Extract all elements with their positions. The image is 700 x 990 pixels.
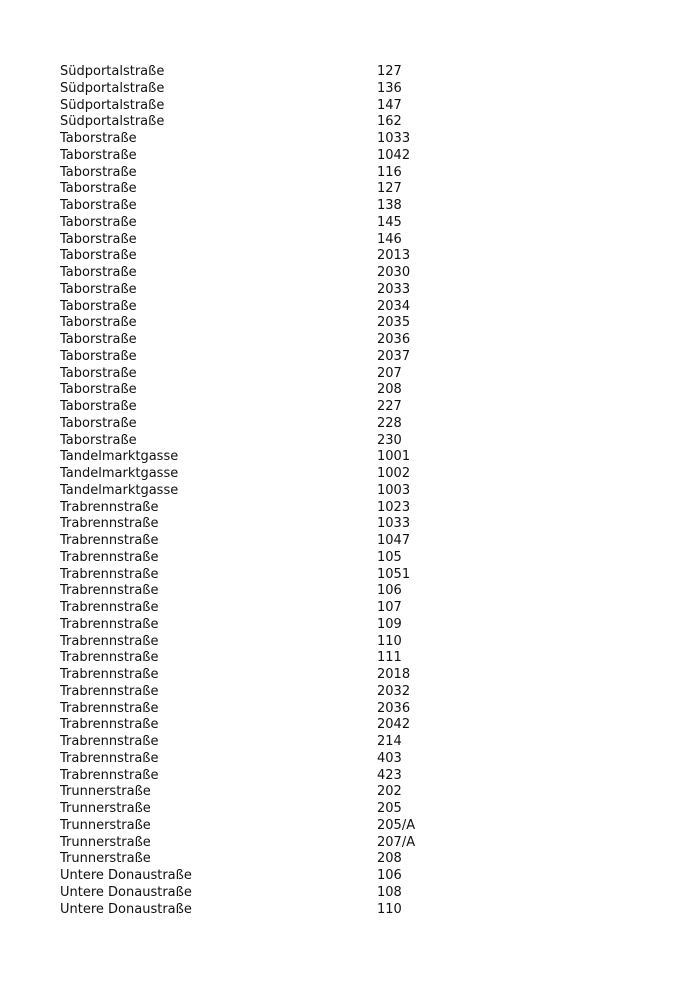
house-number-cell: 136 <box>377 80 402 96</box>
table-row <box>60 500 660 517</box>
street-name-cell: Trunnerstraße <box>60 851 151 867</box>
house-number-cell: 2042 <box>377 717 411 733</box>
house-number-cell: 207/A <box>377 834 416 850</box>
table-row <box>60 667 660 684</box>
house-number-cell: 1023 <box>377 499 411 515</box>
street-name-cell: Südportalstraße <box>60 97 165 113</box>
street-name-cell: Trabrennstraße <box>60 516 159 532</box>
street-name-cell: Trunnerstraße <box>60 834 151 850</box>
house-number-cell: 107 <box>377 600 402 615</box>
table-row <box>60 181 660 198</box>
table-row <box>60 349 660 366</box>
table-row <box>60 868 660 885</box>
table-row <box>60 835 660 852</box>
street-name-cell: Untere Donaustraße <box>60 884 192 900</box>
house-number-cell: 2033 <box>377 281 411 297</box>
street-name-cell: Untere Donaustraße <box>60 868 192 883</box>
table-row <box>60 433 660 450</box>
street-name-cell: Taborstraße <box>60 281 137 297</box>
street-name-cell: Trabrennstraße <box>60 717 159 733</box>
table-row <box>60 449 660 466</box>
table-row <box>60 550 660 567</box>
street-name-cell: Trabrennstraße <box>60 650 159 666</box>
table-row <box>60 516 660 533</box>
house-number-cell: 106 <box>377 868 402 883</box>
table-row <box>60 717 660 734</box>
house-number-cell: 208 <box>377 851 402 867</box>
street-name-cell: Taborstraße <box>60 198 137 213</box>
table-row <box>60 801 660 818</box>
table-row <box>60 483 660 500</box>
street-name-cell: Trabrennstraße <box>60 533 159 548</box>
street-name-cell: Trabrennstraße <box>60 600 159 615</box>
table-row <box>60 382 660 399</box>
house-number-cell: 230 <box>377 432 402 448</box>
house-number-cell: 205/A <box>377 817 416 833</box>
house-number-cell: 227 <box>377 399 402 414</box>
street-name-cell: Taborstraße <box>60 332 137 347</box>
house-number-cell: 162 <box>377 114 402 130</box>
street-name-cell: Taborstraße <box>60 131 137 146</box>
street-name-cell: Taborstraße <box>60 248 137 264</box>
house-number-cell: 1002 <box>377 466 411 481</box>
house-number-cell: 145 <box>377 214 402 230</box>
street-name-cell: Trunnerstraße <box>60 801 151 816</box>
street-name-cell: Taborstraße <box>60 147 137 163</box>
table-row <box>60 81 660 98</box>
house-number-cell: 2013 <box>377 248 411 264</box>
house-number-cell: 403 <box>377 750 402 766</box>
street-name-cell: Südportalstraße <box>60 64 165 79</box>
house-number-cell: 2035 <box>377 315 411 331</box>
table-row <box>60 131 660 148</box>
house-number-cell: 1051 <box>377 566 411 582</box>
house-number-cell: 228 <box>377 415 402 431</box>
house-number-cell: 110 <box>377 901 402 917</box>
street-name-cell: Tandelmarktgasse <box>60 449 179 465</box>
table-row <box>60 98 660 115</box>
table-row <box>60 114 660 131</box>
street-name-cell: Taborstraße <box>60 164 137 180</box>
table-row <box>60 148 660 165</box>
table-row <box>60 851 660 868</box>
table-row <box>60 315 660 332</box>
house-number-cell: 202 <box>377 784 402 800</box>
table-row <box>60 684 660 701</box>
house-number-cell: 110 <box>377 633 402 649</box>
street-name-cell: Trabrennstraße <box>60 566 159 582</box>
street-name-cell: Tandelmarktgasse <box>60 466 179 481</box>
street-name-cell: Taborstraße <box>60 382 137 398</box>
house-number-cell: 138 <box>377 198 402 213</box>
table-row <box>60 818 660 835</box>
table-row <box>60 248 660 265</box>
table-row <box>60 902 660 919</box>
street-name-cell: Taborstraße <box>60 432 137 448</box>
street-name-cell: Trabrennstraße <box>60 633 159 649</box>
table-row <box>60 399 660 416</box>
street-name-cell: Taborstraße <box>60 298 137 314</box>
house-number-cell: 205 <box>377 801 402 816</box>
house-number-cell: 106 <box>377 583 402 599</box>
house-number-cell: 1042 <box>377 147 411 163</box>
table-row <box>60 784 660 801</box>
street-name-cell: Taborstraße <box>60 265 137 280</box>
table-row <box>60 198 660 215</box>
house-number-cell: 207 <box>377 365 402 381</box>
street-name-cell: Trabrennstraße <box>60 616 159 632</box>
table-row <box>60 617 660 634</box>
house-number-cell: 108 <box>377 884 402 900</box>
street-name-cell: Trabrennstraße <box>60 767 159 783</box>
street-name-cell: Taborstraße <box>60 231 137 247</box>
house-number-cell: 1033 <box>377 516 411 532</box>
house-number-cell: 111 <box>377 650 402 666</box>
table-row <box>60 533 660 550</box>
table-row <box>60 332 660 349</box>
street-name-cell: Trabrennstraße <box>60 667 159 682</box>
house-number-cell: 423 <box>377 767 402 783</box>
street-name-cell: Trabrennstraße <box>60 499 159 515</box>
street-name-cell: Taborstraße <box>60 214 137 230</box>
street-name-cell: Südportalstraße <box>60 114 165 130</box>
street-name-cell: Taborstraße <box>60 415 137 431</box>
street-name-cell: Trunnerstraße <box>60 817 151 833</box>
table-row <box>60 215 660 232</box>
house-number-cell: 2032 <box>377 683 411 699</box>
street-name-cell: Taborstraße <box>60 348 137 364</box>
house-number-cell: 2036 <box>377 700 411 716</box>
table-row <box>60 600 660 617</box>
street-name-cell: Taborstraße <box>60 315 137 331</box>
street-name-cell: Taborstraße <box>60 181 137 197</box>
street-name-cell: Trabrennstraße <box>60 683 159 699</box>
table-row <box>60 583 660 600</box>
street-name-cell: Trabrennstraße <box>60 734 159 749</box>
house-number-cell: 127 <box>377 64 402 79</box>
house-number-cell: 1001 <box>377 449 411 465</box>
street-name-cell: Taborstraße <box>60 365 137 381</box>
street-name-cell: Untere Donaustraße <box>60 901 192 917</box>
house-number-cell: 109 <box>377 616 402 632</box>
house-number-cell: 1047 <box>377 533 411 548</box>
table-row <box>60 634 660 651</box>
house-number-cell: 214 <box>377 734 402 749</box>
street-name-cell: Trabrennstraße <box>60 583 159 599</box>
table-row <box>60 416 660 433</box>
street-name-cell: Taborstraße <box>60 399 137 414</box>
table-row <box>60 650 660 667</box>
house-number-cell: 2034 <box>377 298 411 314</box>
table-row <box>60 567 660 584</box>
house-number-cell: 2030 <box>377 265 411 280</box>
house-number-cell: 1033 <box>377 131 411 146</box>
table-row <box>60 232 660 249</box>
house-number-cell: 1003 <box>377 482 411 498</box>
table-row <box>60 768 660 785</box>
table-row <box>60 165 660 182</box>
house-number-cell: 2036 <box>377 332 411 347</box>
street-name-cell: Trabrennstraße <box>60 549 159 565</box>
table-row <box>60 64 660 81</box>
house-number-cell: 146 <box>377 231 402 247</box>
house-number-cell: 2018 <box>377 667 411 682</box>
table-row <box>60 366 660 383</box>
street-name-cell: Trabrennstraße <box>60 700 159 716</box>
table-row <box>60 282 660 299</box>
table-row <box>60 751 660 768</box>
street-name-cell: Trabrennstraße <box>60 750 159 766</box>
street-name-cell: Tandelmarktgasse <box>60 482 179 498</box>
house-number-cell: 127 <box>377 181 402 197</box>
table-row <box>60 701 660 718</box>
address-table <box>60 64 660 918</box>
house-number-cell: 147 <box>377 97 402 113</box>
street-name-cell: Südportalstraße <box>60 80 165 96</box>
table-row <box>60 734 660 751</box>
table-row <box>60 265 660 282</box>
house-number-cell: 208 <box>377 382 402 398</box>
house-number-cell: 105 <box>377 549 402 565</box>
table-row <box>60 885 660 902</box>
table-row <box>60 466 660 483</box>
house-number-cell: 2037 <box>377 348 411 364</box>
table-row <box>60 299 660 316</box>
street-name-cell: Trunnerstraße <box>60 784 151 800</box>
house-number-cell: 116 <box>377 164 402 180</box>
